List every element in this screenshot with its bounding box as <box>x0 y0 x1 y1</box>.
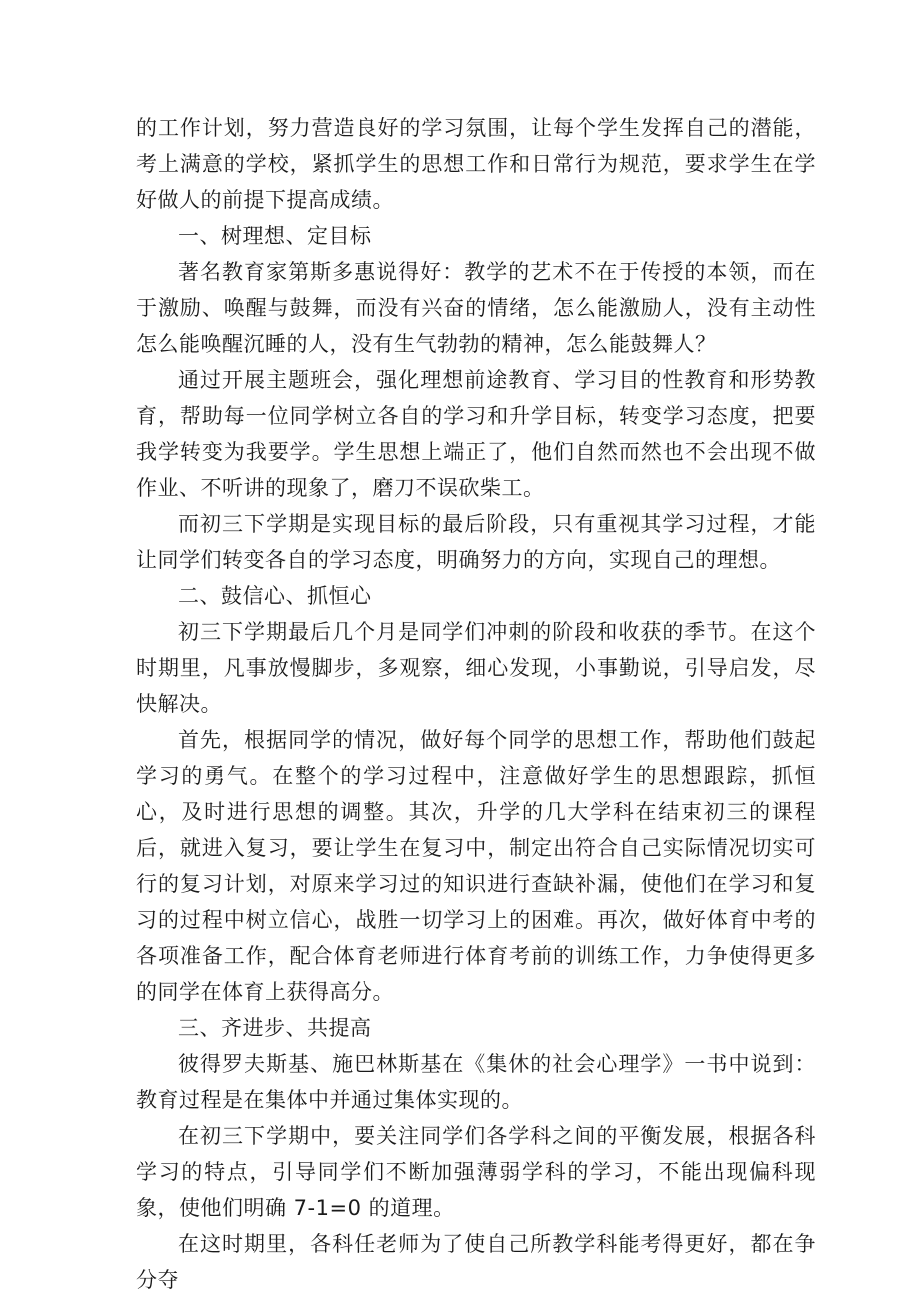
document-page <box>136 110 816 1298</box>
paragraph-sprint-stage: 初三下学期最后几个月是同学们冲刺的阶段和收获的季节。在这个时期里，凡事放慢脚步，多观察，细心发现，小事勤说，引导启发，尽快解决。 <box>136 620 816 716</box>
paragraph-balanced-development: 在初三下学期中，要关注同学们各学科之间的平衡发展，根据各科学习的特点，引导同学们不断加强薄弱学科的学习，不能出现偏科现象，使他们明确 7-1=0 的道理。 <box>136 1124 816 1220</box>
section-heading-3: 三、齐进步、共提高 <box>178 1016 372 1040</box>
paragraph-intro: 的工作计划，努力营造良好的学习氛围，让每个学生发挥自己的潜能，考上满意的学校，紧抓学生的思想工作和日常行为规范，要求学生在学好做人的前提下提高成绩。 <box>136 116 816 212</box>
paragraph-theme-class-meeting: 通过开展主题班会，强化理想前途教育、学习目的性教育和形势教育，帮助每一位同学树立各自的学习和升学目标，转变学习态度，把要我学转变为我要学。学生思想上端正了，他们自然而然也不会出现不做作业、不听讲的现象了，磨刀不误砍柴工。 <box>136 368 816 500</box>
paragraph-final-stage: 而初三下学期是实现目标的最后阶段，只有重视其学习过程，才能让同学们转变各自的学习态度，明确努力的方向，实现自己的理想。 <box>136 512 816 572</box>
paragraph-teachers-effort: 在这时期里，各科任老师为了使自己所教学科能考得更好，都在争分夺 <box>136 1232 816 1292</box>
paragraph-collective-psychology: 彼得罗夫斯基、施巴林斯基在《集休的社会心理学》一书中说到：教育过程是在集体中并通过集体实现的。 <box>136 1052 816 1112</box>
paragraph-quote-diesterweg: 著名教育家第斯多惠说得好：教学的艺术不在于传授的本领，而在于激励、唤醒与鼓舞，而没有兴奋的情绪，怎么能激励人，没有主动性怎么能唤醒沉睡的人，没有生气勃勃的精神，怎么能鼓舞人？ <box>136 260 816 356</box>
section-heading-1: 一、树理想、定目标 <box>178 224 372 248</box>
paragraph-first-second-third: 首先，根据同学的情况，做好每个同学的思想工作，帮助他们鼓起学习的勇气。在整个的学习过程中，注意做好学生的思想跟踪，抓恒心，及时进行思想的调整。其次，升学的几大学科在结束初三的课程后，就进入复习，要让学生在复习中，制定出符合自己实际情况切实可行的复习计划，对原来学习过的知识进行查缺补漏，使他们在学习和复习的过程中树立信心，战胜一切学习上的困难。再次，做好体育中考的各项准备工作，配合体育老师进行体育考前的训练工作，力争使得更多的同学在体育上获得高分。 <box>136 728 816 1004</box>
section-heading-2: 二、鼓信心、抓恒心 <box>178 584 372 608</box>
